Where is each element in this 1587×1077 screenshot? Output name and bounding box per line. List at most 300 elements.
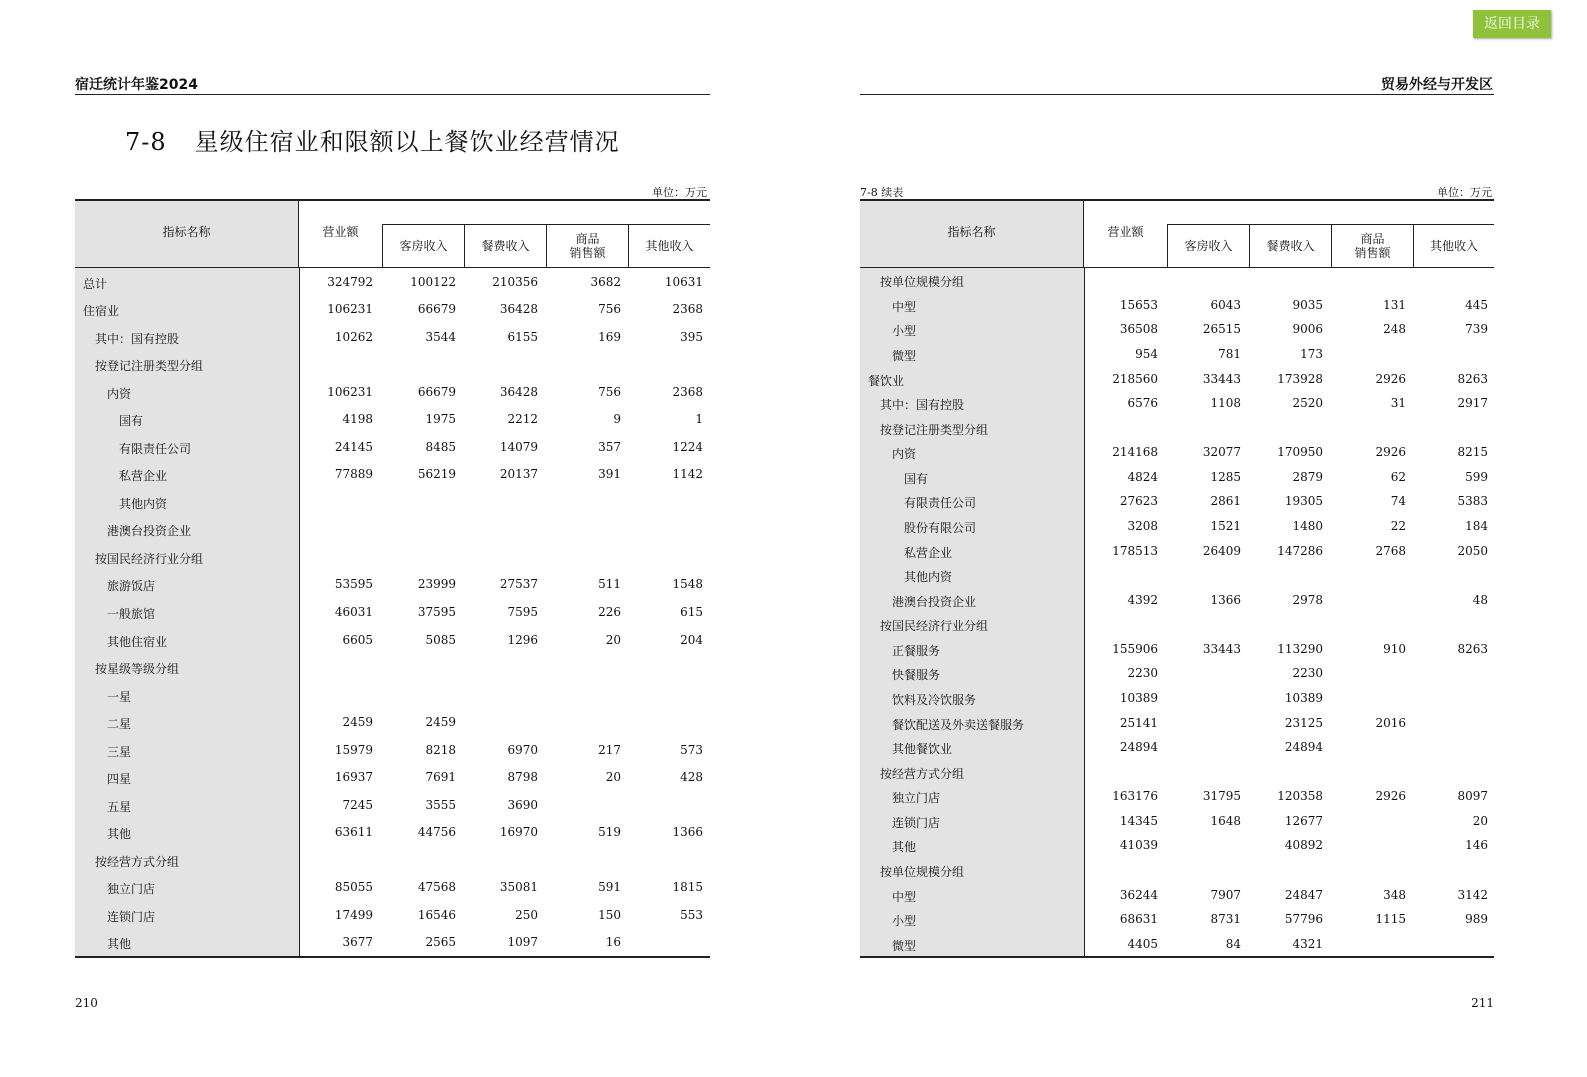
cell-other-income: 2917 bbox=[1457, 396, 1488, 411]
table-row bbox=[75, 302, 710, 319]
row-label: 住宿业 bbox=[83, 304, 120, 319]
header-other-income-label: 其他收入 bbox=[1429, 239, 1478, 253]
cell-goods-sales: 910 bbox=[1383, 641, 1406, 656]
cell-other-income: 615 bbox=[680, 605, 703, 619]
row-label: 三星 bbox=[107, 744, 132, 759]
cell-room-income: 37595 bbox=[417, 605, 456, 619]
cell-room-income: 66679 bbox=[417, 302, 456, 317]
table-row bbox=[860, 593, 1494, 607]
cell-revenue: 68631 bbox=[1119, 912, 1158, 927]
row-label: 国有 bbox=[119, 414, 144, 429]
cell-food-income: 8798 bbox=[507, 770, 538, 785]
right-header-rule bbox=[860, 94, 1494, 95]
table-row bbox=[860, 494, 1494, 511]
cell-food-income: 24894 bbox=[1284, 740, 1323, 755]
cell-revenue: 15653 bbox=[1119, 297, 1158, 312]
row-label: 按国民经济行业分组 bbox=[95, 551, 204, 566]
cell-food-income: 2879 bbox=[1292, 469, 1323, 484]
table-row bbox=[860, 691, 1494, 705]
cell-other-income: 1224 bbox=[672, 439, 703, 454]
cell-food-income: 4321 bbox=[1292, 936, 1323, 951]
cell-food-income: 36428 bbox=[499, 384, 538, 399]
table-row bbox=[860, 396, 1494, 413]
row-label: 内资 bbox=[107, 386, 132, 401]
row-label: 总计 bbox=[83, 276, 108, 291]
cell-other-income: 2368 bbox=[672, 302, 703, 317]
table-row bbox=[75, 275, 710, 289]
row-label: 小型 bbox=[892, 324, 917, 339]
cell-room-income: 2861 bbox=[1210, 494, 1241, 509]
cell-goods-sales: 131 bbox=[1383, 297, 1406, 312]
table-row bbox=[860, 937, 1494, 951]
header-revenue: 营业额 bbox=[322, 225, 359, 239]
left-unit-label: 单位：万元 bbox=[652, 186, 707, 199]
table-row bbox=[75, 853, 710, 867]
cell-goods-sales: 357 bbox=[598, 439, 621, 454]
right-unit-label: 单位：万元 bbox=[1437, 186, 1492, 199]
cell-goods-sales: 511 bbox=[598, 577, 621, 592]
row-label: 其他内资 bbox=[119, 496, 168, 511]
cell-food-income: 113290 bbox=[1277, 641, 1323, 656]
cell-goods-sales: 348 bbox=[1383, 887, 1406, 902]
cell-room-income: 33443 bbox=[1202, 641, 1241, 656]
table-row bbox=[75, 633, 710, 647]
cell-other-income: 599 bbox=[1465, 469, 1488, 484]
cell-revenue: 3677 bbox=[342, 935, 373, 950]
row-label: 连锁门店 bbox=[107, 909, 156, 924]
table-row bbox=[75, 522, 710, 539]
row-label: 国有 bbox=[904, 471, 929, 486]
row-label: 一星 bbox=[107, 689, 132, 704]
table-row bbox=[75, 743, 710, 757]
row-label: 中型 bbox=[892, 889, 917, 904]
cell-goods-sales: 74 bbox=[1390, 494, 1406, 509]
cell-revenue: 6576 bbox=[1127, 396, 1158, 411]
table-header bbox=[75, 201, 710, 268]
left-page-number: 210 bbox=[75, 996, 98, 1010]
header-food-income-label: 餐费收入 bbox=[481, 239, 530, 253]
cell-goods-sales: 2768 bbox=[1375, 543, 1406, 558]
cell-goods-sales: 226 bbox=[598, 605, 621, 619]
row-label: 按登记注册类型分组 bbox=[880, 422, 989, 437]
cell-room-income: 33443 bbox=[1202, 371, 1241, 386]
row-label: 小型 bbox=[892, 914, 917, 929]
cell-room-income: 66679 bbox=[417, 384, 456, 399]
cell-food-income: 10389 bbox=[1284, 691, 1323, 705]
cell-food-income: 2978 bbox=[1292, 592, 1323, 607]
cell-room-income: 32077 bbox=[1202, 445, 1241, 460]
cell-other-income: 8097 bbox=[1457, 789, 1488, 804]
header-goods-sales-label: 商品 销售额 bbox=[1354, 232, 1391, 260]
table-row bbox=[860, 814, 1494, 828]
table-row bbox=[860, 740, 1494, 757]
cell-revenue: 63611 bbox=[334, 825, 373, 840]
table-row bbox=[860, 322, 1494, 339]
cell-food-income: 57796 bbox=[1284, 912, 1323, 927]
cell-other-income: 739 bbox=[1465, 322, 1488, 337]
table-body bbox=[75, 268, 710, 956]
table-row bbox=[860, 519, 1494, 533]
back-to-contents-button[interactable]: 返回目录 bbox=[1473, 10, 1551, 38]
table-row bbox=[860, 298, 1494, 312]
cell-revenue: 27623 bbox=[1119, 494, 1158, 509]
cell-other-income: 8215 bbox=[1457, 445, 1488, 460]
row-label: 港澳台投资企业 bbox=[892, 594, 977, 609]
title-text: 星级住宿业和限额以上餐饮业经营情况 bbox=[194, 128, 620, 156]
cell-other-income: 1366 bbox=[672, 825, 703, 840]
table-row bbox=[860, 716, 1494, 730]
cell-revenue: 2230 bbox=[1127, 666, 1158, 681]
cell-revenue: 24894 bbox=[1119, 740, 1158, 755]
cell-other-income: 395 bbox=[680, 329, 703, 344]
header-food-income bbox=[464, 224, 546, 267]
cell-food-income: 16970 bbox=[499, 825, 538, 840]
cell-food-income: 23125 bbox=[1284, 715, 1323, 730]
table-row bbox=[75, 605, 710, 619]
cell-room-income: 31795 bbox=[1202, 789, 1241, 804]
cell-revenue: 178513 bbox=[1112, 543, 1158, 558]
cell-goods-sales: 2926 bbox=[1375, 789, 1406, 804]
cell-revenue: 10262 bbox=[334, 329, 373, 344]
table-row bbox=[75, 385, 710, 399]
table-row bbox=[860, 838, 1494, 855]
cell-goods-sales: 3682 bbox=[590, 274, 621, 289]
cell-other-income: 48 bbox=[1472, 592, 1488, 607]
table-row bbox=[75, 412, 710, 429]
cell-food-income: 147286 bbox=[1277, 543, 1323, 558]
cell-room-income: 1975 bbox=[425, 412, 456, 427]
cell-revenue: 14345 bbox=[1119, 813, 1158, 828]
header-other-income-label: 其他收入 bbox=[645, 239, 694, 253]
cell-room-income: 8485 bbox=[425, 439, 456, 454]
cell-room-income: 3544 bbox=[425, 329, 456, 344]
row-label: 内资 bbox=[892, 447, 917, 462]
cell-revenue: 77889 bbox=[334, 467, 373, 482]
cell-other-income: 10631 bbox=[664, 274, 703, 289]
cell-other-income: 1142 bbox=[672, 467, 703, 482]
cell-other-income: 445 bbox=[1465, 297, 1488, 312]
header-goods-sales bbox=[546, 224, 628, 267]
cell-room-income: 7907 bbox=[1210, 887, 1241, 902]
row-label: 按登记注册类型分组 bbox=[95, 359, 204, 374]
right-running-head: 贸易外经与开发区 bbox=[1381, 77, 1493, 93]
row-label: 其中：国有控股 bbox=[95, 331, 180, 346]
cell-other-income: 2050 bbox=[1457, 543, 1488, 558]
cell-revenue: 106231 bbox=[327, 302, 373, 317]
row-label: 微型 bbox=[892, 349, 917, 363]
row-label: 按经营方式分组 bbox=[880, 766, 965, 781]
row-label: 快餐服务 bbox=[892, 668, 941, 683]
cell-revenue: 4824 bbox=[1127, 469, 1158, 484]
cell-revenue: 2459 bbox=[342, 715, 373, 730]
cell-revenue: 3208 bbox=[1127, 519, 1158, 533]
cell-room-income: 1366 bbox=[1210, 592, 1241, 607]
cell-room-income: 2459 bbox=[425, 715, 456, 730]
cell-other-income: 5383 bbox=[1457, 494, 1488, 509]
cell-goods-sales: 62 bbox=[1390, 469, 1406, 484]
cell-revenue: 36244 bbox=[1119, 887, 1158, 902]
row-label: 餐饮业 bbox=[868, 373, 905, 388]
header-food-income-label: 餐费收入 bbox=[1266, 239, 1315, 253]
cell-food-income: 7595 bbox=[507, 605, 538, 619]
cell-food-income: 120358 bbox=[1277, 789, 1323, 804]
table-row bbox=[75, 467, 710, 484]
cell-goods-sales: 591 bbox=[598, 880, 621, 895]
cell-revenue: 106231 bbox=[327, 384, 373, 399]
cell-other-income: 8263 bbox=[1457, 641, 1488, 656]
cell-goods-sales: 9 bbox=[613, 412, 621, 427]
cell-revenue: 85055 bbox=[334, 880, 373, 895]
row-label: 其他 bbox=[107, 937, 132, 952]
cell-food-income: 173928 bbox=[1277, 371, 1323, 386]
table-row bbox=[75, 880, 710, 897]
cell-revenue: 17499 bbox=[334, 907, 373, 922]
cell-food-income: 210356 bbox=[492, 274, 538, 289]
cell-goods-sales: 22 bbox=[1390, 519, 1406, 533]
row-label: 其他内资 bbox=[904, 570, 953, 585]
table-row bbox=[860, 789, 1494, 806]
row-label: 中型 bbox=[892, 299, 917, 314]
cell-revenue: 324792 bbox=[327, 274, 373, 289]
cell-revenue: 7245 bbox=[342, 797, 373, 812]
cell-revenue: 16937 bbox=[334, 770, 373, 785]
cell-food-income: 19305 bbox=[1284, 494, 1323, 509]
continued-label: 7-8 续表 bbox=[860, 186, 904, 199]
row-label: 按经营方式分组 bbox=[95, 854, 180, 869]
left-data-table bbox=[75, 199, 710, 958]
table-row bbox=[860, 421, 1494, 435]
row-label: 独立门店 bbox=[892, 791, 941, 806]
row-label: 正餐服务 bbox=[892, 643, 941, 658]
cell-room-income: 8218 bbox=[425, 742, 456, 757]
cell-food-income: 170950 bbox=[1277, 445, 1323, 460]
cell-food-income: 2212 bbox=[507, 412, 538, 427]
row-label: 私营企业 bbox=[904, 545, 953, 560]
table-row bbox=[860, 617, 1494, 634]
row-label: 港澳台投资企业 bbox=[107, 524, 192, 539]
header-food-income bbox=[1249, 224, 1331, 267]
table-row bbox=[75, 935, 710, 952]
row-label: 微型 bbox=[892, 938, 917, 953]
cell-revenue: 218560 bbox=[1112, 371, 1158, 386]
cell-revenue: 15979 bbox=[334, 742, 373, 757]
cell-revenue: 4392 bbox=[1127, 592, 1158, 607]
cell-room-income: 1285 bbox=[1210, 469, 1241, 484]
table-row bbox=[860, 445, 1494, 462]
row-label: 四星 bbox=[107, 772, 132, 787]
table-body bbox=[860, 268, 1494, 956]
table-row bbox=[860, 372, 1494, 386]
cell-food-income: 9035 bbox=[1292, 297, 1323, 312]
table-row bbox=[75, 495, 710, 509]
title-number: 7-8 bbox=[125, 128, 167, 156]
cell-revenue: 53595 bbox=[334, 577, 373, 592]
header-room-income bbox=[1167, 224, 1249, 267]
table-row bbox=[75, 440, 710, 454]
cell-food-income: 2520 bbox=[1292, 396, 1323, 411]
cell-other-income: 428 bbox=[680, 770, 703, 785]
cell-goods-sales: 2926 bbox=[1375, 445, 1406, 460]
cell-revenue: 155906 bbox=[1112, 641, 1158, 656]
row-label: 独立门店 bbox=[107, 882, 156, 897]
table-row bbox=[860, 765, 1494, 779]
cell-other-income: 204 bbox=[680, 632, 703, 647]
row-label: 旅游饭店 bbox=[107, 579, 156, 594]
cell-other-income: 2368 bbox=[672, 384, 703, 399]
cell-food-income: 24847 bbox=[1284, 887, 1323, 902]
cell-room-income: 1521 bbox=[1210, 519, 1241, 533]
cell-food-income: 36428 bbox=[499, 302, 538, 317]
table-row bbox=[860, 544, 1494, 558]
cell-food-income: 173 bbox=[1300, 347, 1323, 361]
cell-room-income: 56219 bbox=[417, 467, 456, 482]
row-label: 五星 bbox=[107, 799, 132, 814]
header-indicator-name: 指标名称 bbox=[75, 201, 299, 267]
cell-food-income: 2230 bbox=[1292, 666, 1323, 681]
cell-room-income: 6043 bbox=[1210, 297, 1241, 312]
cell-goods-sales: 519 bbox=[598, 825, 621, 840]
cell-goods-sales: 248 bbox=[1383, 322, 1406, 337]
row-label: 其他餐饮业 bbox=[892, 742, 953, 757]
row-label: 其他住宿业 bbox=[107, 634, 168, 649]
table-row bbox=[860, 912, 1494, 929]
cell-room-income: 1648 bbox=[1210, 813, 1241, 828]
row-label: 按星级等级分组 bbox=[95, 662, 180, 677]
cell-revenue: 10389 bbox=[1119, 691, 1158, 705]
row-label: 二星 bbox=[107, 717, 132, 732]
cell-room-income: 44756 bbox=[417, 825, 456, 840]
cell-food-income: 35081 bbox=[499, 880, 538, 895]
cell-goods-sales: 756 bbox=[598, 302, 621, 317]
cell-goods-sales: 756 bbox=[598, 384, 621, 399]
table-row bbox=[75, 798, 710, 812]
header-indicator-name: 指标名称 bbox=[860, 201, 1084, 267]
header-goods-sales-label: 商品 销售额 bbox=[569, 232, 606, 260]
row-label: 有限责任公司 bbox=[119, 441, 192, 456]
table-row bbox=[75, 357, 710, 374]
cell-goods-sales: 1115 bbox=[1375, 912, 1406, 927]
table-row bbox=[860, 273, 1494, 290]
cell-food-income: 9006 bbox=[1292, 322, 1323, 337]
cell-room-income: 16546 bbox=[417, 907, 456, 922]
table-row bbox=[75, 715, 710, 732]
cell-food-income: 14079 bbox=[499, 439, 538, 454]
row-label: 连锁门店 bbox=[892, 815, 941, 830]
cell-goods-sales: 31 bbox=[1390, 396, 1406, 411]
cell-goods-sales: 20 bbox=[605, 770, 621, 785]
table-row bbox=[75, 660, 710, 677]
cell-revenue: 24145 bbox=[334, 439, 373, 454]
cell-room-income: 23999 bbox=[417, 577, 456, 592]
cell-goods-sales: 20 bbox=[605, 632, 621, 647]
cell-room-income: 8731 bbox=[1210, 912, 1241, 927]
row-label: 按单位规模分组 bbox=[880, 275, 965, 290]
table-row bbox=[75, 550, 710, 564]
row-label: 按国民经济行业分组 bbox=[880, 619, 989, 634]
header-other-income bbox=[628, 224, 710, 267]
cell-other-income: 184 bbox=[1465, 519, 1488, 533]
cell-room-income: 1108 bbox=[1210, 396, 1241, 411]
cell-food-income: 40892 bbox=[1284, 838, 1323, 853]
table-row bbox=[75, 688, 710, 702]
cell-other-income: 146 bbox=[1465, 838, 1488, 853]
header-room-income-label: 客房收入 bbox=[399, 239, 448, 253]
table-row bbox=[75, 908, 710, 922]
left-header-rule bbox=[75, 94, 710, 95]
cell-other-income: 8263 bbox=[1457, 371, 1488, 386]
row-label: 股份有限公司 bbox=[904, 521, 977, 535]
right-page-number: 211 bbox=[1471, 996, 1494, 1010]
cell-room-income: 7691 bbox=[425, 770, 456, 785]
cell-room-income: 2565 bbox=[425, 935, 456, 950]
cell-food-income: 1296 bbox=[507, 632, 538, 647]
cell-room-income: 3555 bbox=[425, 797, 456, 812]
table-header bbox=[860, 201, 1494, 268]
header-revenue: 营业额 bbox=[1107, 225, 1144, 239]
cell-goods-sales: 391 bbox=[598, 467, 621, 482]
row-label: 私营企业 bbox=[119, 469, 168, 484]
cell-food-income: 27537 bbox=[499, 577, 538, 592]
cell-other-income: 20 bbox=[1472, 813, 1488, 828]
table-row bbox=[860, 568, 1494, 585]
cell-other-income: 1815 bbox=[672, 880, 703, 895]
table-row bbox=[860, 470, 1494, 484]
cell-food-income: 250 bbox=[515, 907, 538, 922]
row-label: 餐饮配送及外卖送餐服务 bbox=[892, 717, 1025, 732]
cell-food-income: 6155 bbox=[507, 329, 538, 344]
right-data-table bbox=[860, 199, 1494, 958]
header-room-income-label: 客房收入 bbox=[1184, 239, 1233, 253]
cell-goods-sales: 169 bbox=[598, 329, 621, 344]
cell-room-income: 781 bbox=[1218, 347, 1241, 361]
cell-room-income: 47568 bbox=[417, 880, 456, 895]
table-row bbox=[860, 888, 1494, 902]
row-label: 其他 bbox=[107, 827, 132, 842]
table-row bbox=[860, 863, 1494, 877]
row-label: 其他 bbox=[892, 840, 917, 855]
cell-revenue: 36508 bbox=[1119, 322, 1158, 337]
cell-room-income: 100122 bbox=[410, 274, 456, 289]
cell-food-income: 3690 bbox=[507, 797, 538, 812]
header-room-income bbox=[382, 224, 464, 267]
table-row bbox=[75, 330, 710, 344]
cell-goods-sales: 2016 bbox=[1375, 715, 1406, 730]
cell-revenue: 41039 bbox=[1119, 838, 1158, 853]
cell-other-income: 1548 bbox=[672, 577, 703, 592]
cell-other-income: 3142 bbox=[1457, 887, 1488, 902]
cell-goods-sales: 217 bbox=[598, 742, 621, 757]
cell-food-income: 1480 bbox=[1292, 519, 1323, 533]
cell-room-income: 26515 bbox=[1202, 322, 1241, 337]
cell-other-income: 1 bbox=[695, 412, 703, 427]
cell-other-income: 989 bbox=[1465, 912, 1488, 927]
page-title bbox=[125, 122, 620, 157]
cell-food-income: 20137 bbox=[499, 467, 538, 482]
cell-revenue: 4405 bbox=[1127, 936, 1158, 951]
row-label: 其中：国有控股 bbox=[880, 398, 965, 413]
cell-goods-sales: 2926 bbox=[1375, 371, 1406, 386]
cell-revenue: 4198 bbox=[342, 412, 373, 427]
row-label: 按单位规模分组 bbox=[880, 865, 965, 879]
table-row bbox=[75, 770, 710, 787]
cell-food-income: 1097 bbox=[507, 935, 538, 950]
cell-revenue: 46031 bbox=[334, 605, 373, 619]
row-label: 有限责任公司 bbox=[904, 496, 977, 511]
cell-room-income: 26409 bbox=[1202, 543, 1241, 558]
cell-goods-sales: 150 bbox=[598, 907, 621, 922]
cell-goods-sales: 16 bbox=[605, 935, 621, 950]
cell-food-income: 12677 bbox=[1284, 813, 1323, 828]
